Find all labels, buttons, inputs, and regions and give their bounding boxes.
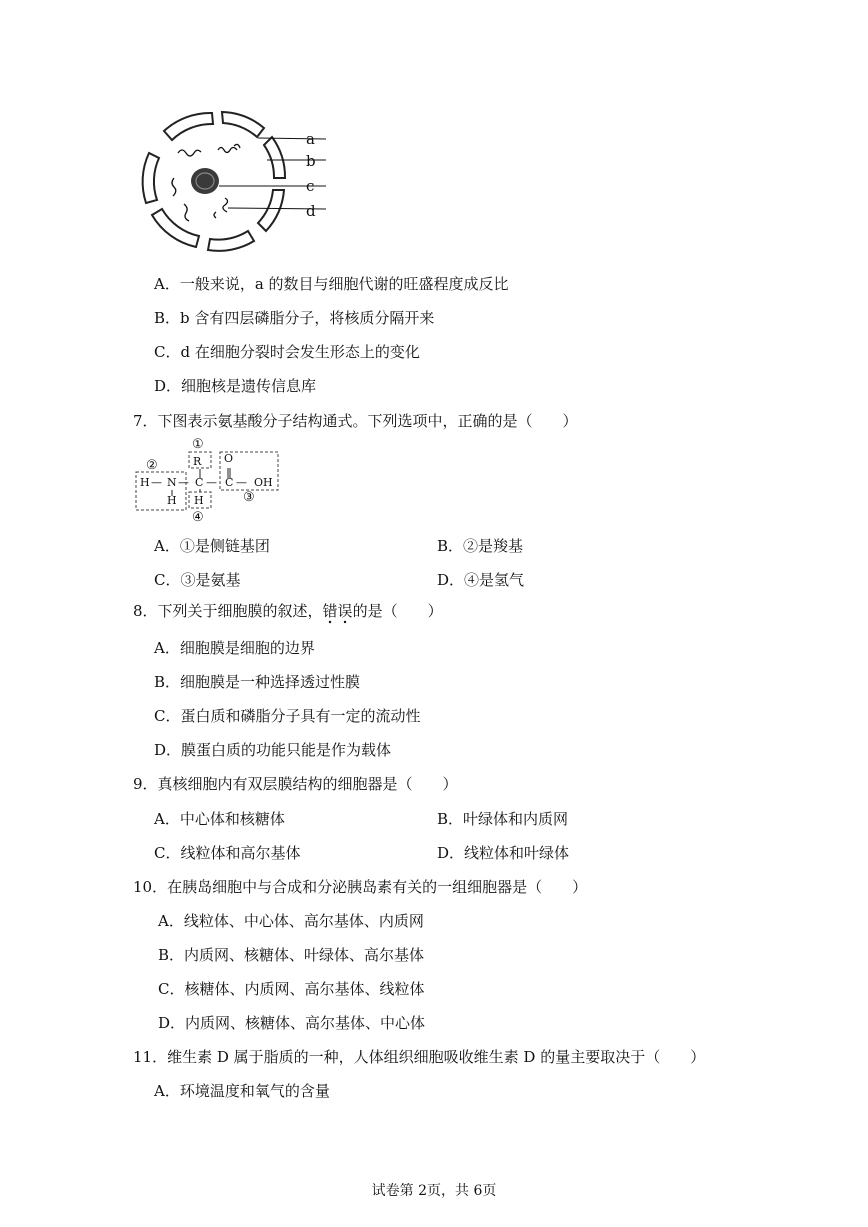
- atom-h-bottom-n: H: [167, 494, 177, 507]
- q10-option-a: A．线粒体、中心体、高尔基体、内质网: [158, 912, 424, 930]
- q7-option-a: A．①是侧链基团: [154, 537, 270, 555]
- q10-stem: 10．在胰岛细胞中与合成和分泌胰岛素有关的一组细胞器是（ ）: [133, 878, 588, 896]
- cell-nucleus-figure: [130, 108, 330, 258]
- q6-option-d: D．细胞核是遗传信息库: [154, 377, 317, 395]
- q9-option-b: B．叶绿体和内质网: [437, 810, 569, 828]
- cell-label-d: d: [306, 202, 316, 220]
- label-circle-2: ②: [146, 458, 158, 473]
- atom-h-bottom-c: H: [194, 494, 204, 507]
- q8-stem-before: 8．下列关于细胞膜的叙述，: [133, 602, 323, 620]
- q11-stem: 11．维生素 D 属于脂质的一种，人体组织细胞吸收维生素 D 的量主要取决于（ ）: [133, 1048, 706, 1066]
- bond-dash-3: —: [206, 476, 217, 489]
- bond-dash-1: —: [151, 476, 162, 489]
- atom-h-left: H: [140, 476, 150, 489]
- q6-option-c: C．d 在细胞分裂时会发生形态上的变化: [154, 343, 420, 361]
- label-circle-3: ③: [243, 490, 255, 505]
- q8-option-a: A．细胞膜是细胞的边界: [154, 639, 315, 657]
- cell-label-a: a: [306, 130, 315, 148]
- bond-dash-2: —: [178, 476, 189, 489]
- q7-option-d: D．④是氢气: [437, 571, 525, 589]
- q8-option-d: D．膜蛋白质的功能只能是作为载体: [154, 741, 392, 759]
- q8-emphasis-text: 错误: [322, 602, 353, 620]
- q6-option-b: B．b 含有四层磷脂分子，将核质分隔开来: [154, 309, 435, 327]
- atom-n: N: [167, 476, 177, 489]
- q11-option-a: A．环境温度和氧气的含量: [154, 1082, 330, 1100]
- q9-option-d: D．线粒体和叶绿体: [437, 844, 570, 862]
- cell-label-c: c: [306, 177, 315, 195]
- atom-o: O: [224, 452, 234, 465]
- emphasis-dots: [323, 619, 353, 625]
- atom-c-alpha: C: [195, 476, 204, 489]
- q10-option-c: C．核糖体、内质网、高尔基体、线粒体: [158, 980, 425, 998]
- label-circle-4: ④: [192, 510, 204, 525]
- atom-oh: OH: [254, 476, 273, 489]
- q10-option-d: D．内质网、核糖体、高尔基体、中心体: [158, 1014, 426, 1032]
- bond-dash-4: —: [236, 476, 247, 489]
- atom-c-carboxyl: C: [225, 476, 234, 489]
- q8-option-b: B．细胞膜是一种选择透过性膜: [154, 673, 361, 691]
- q7-option-b: B．②是羧基: [437, 537, 524, 555]
- q9-option-c: C．线粒体和高尔基体: [154, 844, 301, 862]
- cell-label-b: b: [306, 152, 316, 170]
- q9-option-a: A．中心体和核糖体: [154, 810, 285, 828]
- q10-option-b: B．内质网、核糖体、叶绿体、高尔基体: [158, 946, 425, 964]
- page-footer: 试卷第 2页，共 6页: [371, 1183, 497, 1199]
- q6-option-a: A．一般来说，a 的数目与细胞代谢的旺盛程度成反比: [154, 275, 509, 293]
- q8-option-c: C．蛋白质和磷脂分子具有一定的流动性: [154, 707, 421, 725]
- q8-stem-emphasis: [323, 602, 353, 620]
- q9-stem: 9．真核细胞内有双层膜结构的细胞器是（ ）: [133, 775, 458, 793]
- q7-option-c: C．③是氨基: [154, 571, 241, 589]
- q8-stem: [133, 600, 443, 621]
- label-circle-1: ①: [192, 437, 204, 452]
- q7-stem: 7．下图表示氨基酸分子结构通式。下列选项中，正确的是（ ）: [133, 412, 578, 430]
- atom-r: R: [193, 455, 202, 468]
- q8-stem-after: 的是（ ）: [352, 602, 443, 620]
